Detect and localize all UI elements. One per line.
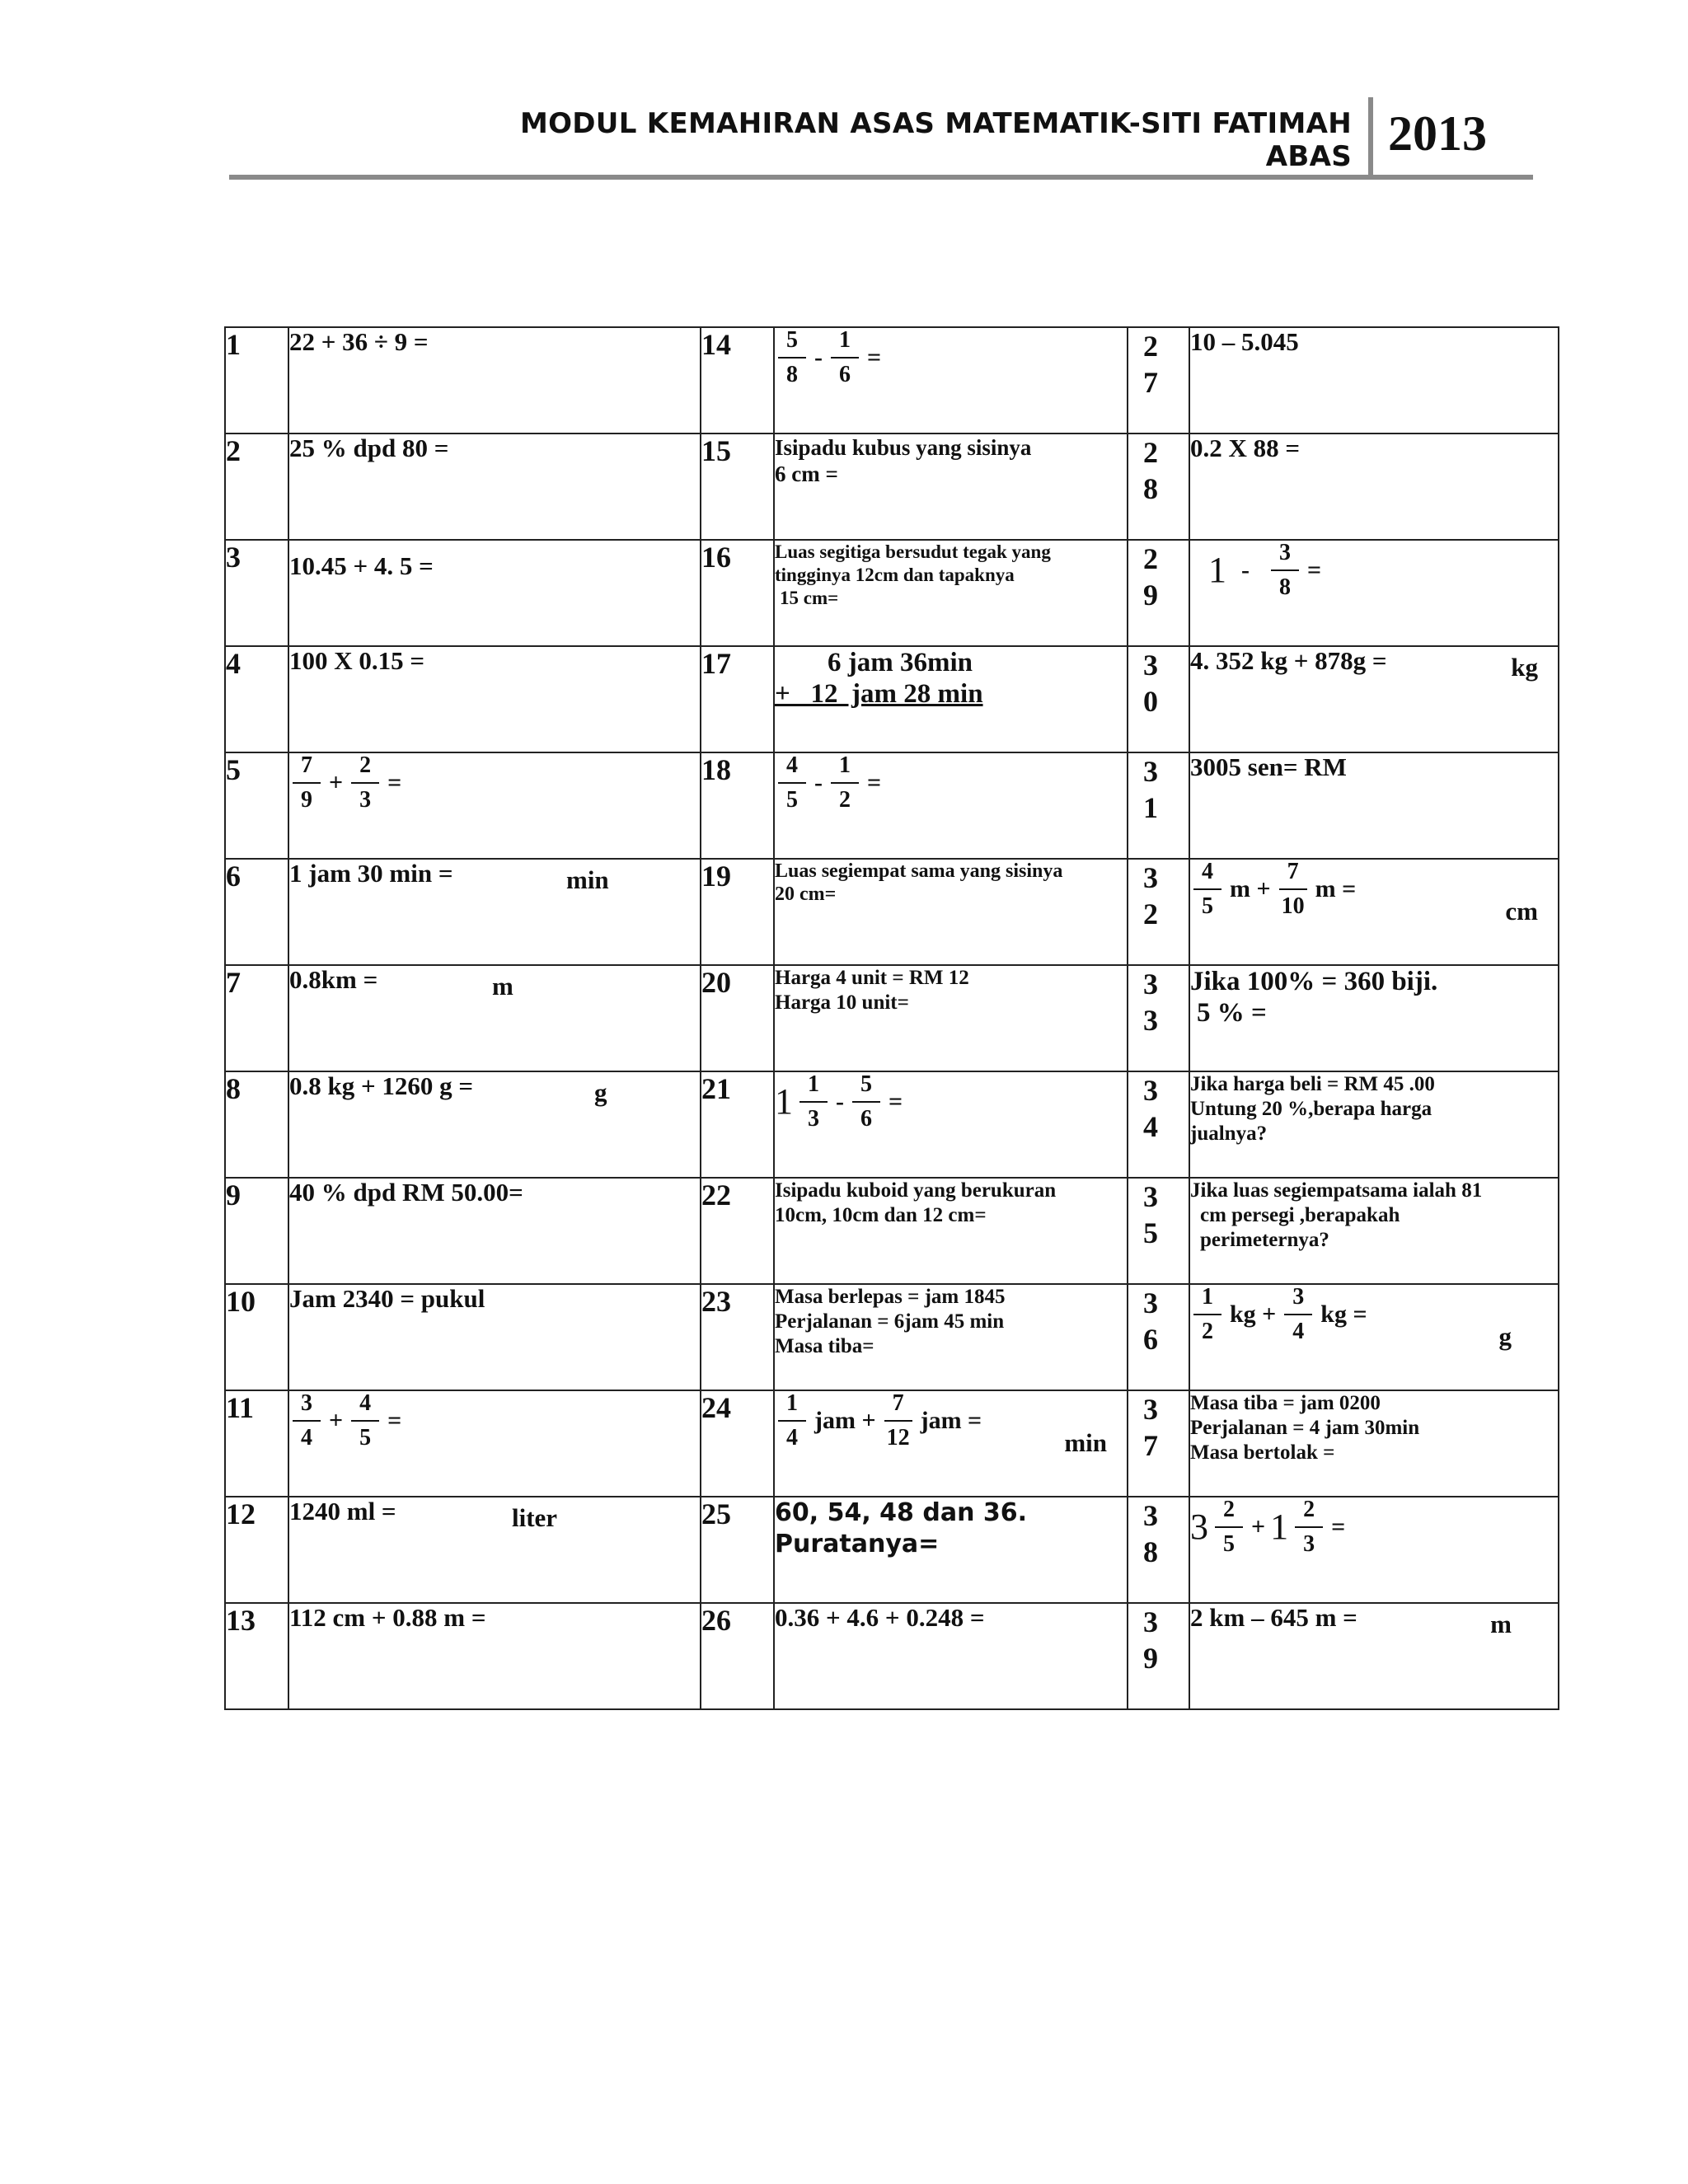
question-cell bbox=[1189, 859, 1559, 965]
table-row bbox=[225, 1071, 1559, 1178]
question-number: 7 bbox=[225, 965, 288, 1071]
question-number: 12 bbox=[225, 1497, 288, 1603]
question-text: 25 % dpd 80 = bbox=[289, 434, 449, 462]
question-text: 112 cm + 0.88 m = bbox=[289, 1603, 486, 1632]
fraction: $\frac{4}{5}$ bbox=[351, 1391, 379, 1451]
question-text: 3005 sen= RM bbox=[1190, 752, 1347, 781]
question-cell bbox=[774, 646, 1128, 752]
fraction-expression: 1 $\frac{1}{3}$ - $\frac{5}{6}$ = bbox=[775, 1071, 903, 1132]
question-line: Untung 20 %,berapa harga bbox=[1190, 1098, 1432, 1120]
question-cell bbox=[774, 540, 1128, 646]
question-number: 14 bbox=[701, 327, 774, 434]
question-number: 19 bbox=[701, 859, 774, 965]
question-text: 0.8km = bbox=[289, 965, 378, 994]
answer-unit: kg bbox=[1511, 653, 1538, 682]
question-cell bbox=[1189, 1603, 1559, 1709]
answer-unit: min bbox=[566, 865, 609, 894]
fraction-expression: $\frac{1}{2}$ kg + $\frac{3}{4}$ kg = bbox=[1190, 1285, 1558, 1344]
fraction: $\frac{2}{3}$ bbox=[351, 753, 379, 813]
question-text: 100 X 0.15 = bbox=[289, 646, 425, 675]
question-cell bbox=[774, 1284, 1128, 1390]
fraction-expression: $\frac{7}{9}$ + $\frac{2}{3}$ = bbox=[289, 753, 700, 813]
question-cell bbox=[774, 1603, 1128, 1709]
question-cell bbox=[1189, 1284, 1559, 1390]
question-line: Masa tiba = jam 0200 bbox=[1190, 1392, 1381, 1414]
question-line: 60, 54, 48 dan 36. bbox=[775, 1498, 1028, 1527]
question-number: 26 bbox=[701, 1603, 774, 1709]
question-cell bbox=[288, 1071, 701, 1178]
table-row bbox=[225, 540, 1559, 646]
question-number: 3 bbox=[225, 540, 288, 646]
fraction-expression: $\frac{4}{5}$ m + $\frac{7}{10}$ m = bbox=[1190, 860, 1558, 919]
fraction: $\frac{4}{5}$ bbox=[778, 753, 806, 813]
question-cell bbox=[774, 1071, 1128, 1178]
question-number: 6 bbox=[225, 859, 288, 965]
question-cell bbox=[1189, 1390, 1559, 1497]
question-text: 0.36 + 4.6 + 0.248 = bbox=[775, 1603, 985, 1632]
fraction: $\frac{7}{9}$ bbox=[293, 753, 321, 813]
question-text: 4. 352 kg + 878g = bbox=[1190, 646, 1387, 675]
question-number: 3 1 bbox=[1128, 752, 1189, 859]
question-cell bbox=[288, 1284, 701, 1390]
question-line: cm persegi ,berapakah bbox=[1200, 1204, 1400, 1226]
table-row bbox=[225, 1284, 1559, 1390]
answer-unit: g bbox=[594, 1078, 607, 1107]
question-cell bbox=[774, 1178, 1128, 1284]
question-number: 21 bbox=[701, 1071, 774, 1178]
question-cell bbox=[288, 752, 701, 859]
fraction-expression: $\frac{1}{4}$ jam + $\frac{7}{12}$ jam = bbox=[775, 1391, 1127, 1451]
question-text: 1240 ml = bbox=[289, 1497, 396, 1526]
question-number: 2 bbox=[225, 434, 288, 540]
question-cell bbox=[288, 1390, 701, 1497]
question-number: 3 9 bbox=[1128, 1603, 1189, 1709]
question-number: 10 bbox=[225, 1284, 288, 1390]
question-number: 1 bbox=[225, 327, 288, 434]
question-line: Jika luas segiempatsama ialah 81 bbox=[1190, 1179, 1483, 1202]
fraction: $\frac{7}{10}$ bbox=[1279, 860, 1307, 919]
question-number: 8 bbox=[225, 1071, 288, 1178]
question-number: 3 4 bbox=[1128, 1071, 1189, 1178]
question-cell bbox=[774, 327, 1128, 434]
question-text: 22 + 36 ÷ 9 = bbox=[289, 327, 429, 356]
question-number: 3 2 bbox=[1128, 859, 1189, 965]
question-number: 3 0 bbox=[1128, 646, 1189, 752]
question-number: 3 8 bbox=[1128, 1497, 1189, 1603]
question-line: 10cm, 10cm dan 12 cm= bbox=[775, 1204, 987, 1226]
question-number: 24 bbox=[701, 1390, 774, 1497]
question-line: 6 jam 36min bbox=[828, 648, 973, 677]
question-line: Masa berlepas = jam 1845 bbox=[775, 1286, 1006, 1308]
table-row bbox=[225, 1390, 1559, 1497]
question-number: 17 bbox=[701, 646, 774, 752]
table-row bbox=[225, 646, 1559, 752]
question-text: Jam 2340 = pukul bbox=[289, 1284, 485, 1313]
question-number: 4 bbox=[225, 646, 288, 752]
table-row bbox=[225, 434, 1559, 540]
question-text: 40 % dpd RM 50.00= bbox=[289, 1178, 523, 1207]
question-line: tingginya 12cm dan tapaknya bbox=[775, 565, 1015, 585]
question-number: 2 7 bbox=[1128, 327, 1189, 434]
fraction-expression: 3 $\frac{2}{5}$ + 1 $\frac{2}{3}$ = bbox=[1190, 1497, 1346, 1557]
question-cell bbox=[1189, 646, 1559, 752]
question-number: 18 bbox=[701, 752, 774, 859]
fraction-expression: $\frac{4}{5}$ - $\frac{1}{2}$ = bbox=[775, 753, 1127, 813]
question-cell bbox=[774, 434, 1128, 540]
question-line: Isipadu kubus yang sisinya bbox=[775, 435, 1032, 460]
fraction: $\frac{1}{3}$ bbox=[799, 1072, 828, 1132]
question-cell bbox=[1189, 434, 1559, 540]
question-number: 23 bbox=[701, 1284, 774, 1390]
question-number: 3 6 bbox=[1128, 1284, 1189, 1390]
answer-unit: m bbox=[492, 972, 513, 1001]
header-rule bbox=[229, 175, 1533, 180]
question-number: 9 bbox=[225, 1178, 288, 1284]
question-number: 15 bbox=[701, 434, 774, 540]
fraction: $\frac{3}{4}$ bbox=[1284, 1285, 1312, 1344]
fraction: $\frac{4}{5}$ bbox=[1193, 860, 1221, 919]
fraction: $\frac{2}{3}$ bbox=[1295, 1497, 1323, 1557]
question-number: 2 9 bbox=[1128, 540, 1189, 646]
question-number: 16 bbox=[701, 540, 774, 646]
fraction: $\frac{1}{2}$ bbox=[831, 753, 859, 813]
question-cell bbox=[288, 859, 701, 965]
question-number: 25 bbox=[701, 1497, 774, 1603]
question-text: 10.45 + 4. 5 = bbox=[289, 551, 434, 580]
table-row bbox=[225, 965, 1559, 1071]
question-line: Perjalanan = 4 jam 30min bbox=[1190, 1417, 1420, 1439]
question-number: 3 5 bbox=[1128, 1178, 1189, 1284]
fraction: $\frac{5}{6}$ bbox=[852, 1072, 880, 1132]
question-line: 6 cm = bbox=[775, 462, 838, 486]
fraction: $\frac{3}{4}$ bbox=[293, 1391, 321, 1451]
fraction-expression: $\frac{3}{4}$ + $\frac{4}{5}$ = bbox=[289, 1391, 700, 1451]
question-line: 20 cm= bbox=[775, 883, 837, 905]
answer-unit: min bbox=[1064, 1428, 1107, 1457]
answer-unit: m bbox=[1490, 1610, 1512, 1638]
question-line: Perjalanan = 6jam 45 min bbox=[775, 1310, 1005, 1333]
question-text: 2 km – 645 m = bbox=[1190, 1603, 1357, 1632]
question-line: 15 cm= bbox=[780, 588, 839, 608]
question-cell bbox=[774, 752, 1128, 859]
question-cell bbox=[1189, 1497, 1559, 1603]
fraction: $\frac{1}{4}$ bbox=[778, 1391, 806, 1451]
question-number: 22 bbox=[701, 1178, 774, 1284]
fraction: $\frac{1}{2}$ bbox=[1193, 1285, 1221, 1344]
question-number: 3 3 bbox=[1128, 965, 1189, 1071]
question-cell bbox=[774, 859, 1128, 965]
question-cell bbox=[288, 434, 701, 540]
question-number: 2 8 bbox=[1128, 434, 1189, 540]
question-cell bbox=[774, 1390, 1128, 1497]
fraction: $\frac{5}{8}$ bbox=[778, 328, 806, 387]
question-table bbox=[224, 326, 1559, 1710]
question-line: Isipadu kuboid yang berukuran bbox=[775, 1179, 1057, 1202]
fraction: $\frac{1}{6}$ bbox=[831, 328, 859, 387]
answer-unit: cm bbox=[1505, 897, 1538, 926]
question-cell bbox=[1189, 540, 1559, 646]
fraction-expression: 1 - $\frac{3}{8}$ = bbox=[1208, 540, 1322, 600]
table-row bbox=[225, 1497, 1559, 1603]
fraction-expression: $\frac{5}{8}$ - $\frac{1}{6}$ = bbox=[775, 328, 1127, 387]
question-cell bbox=[288, 1603, 701, 1709]
answer-unit: liter bbox=[512, 1503, 558, 1532]
fraction: $\frac{2}{5}$ bbox=[1215, 1497, 1243, 1557]
page-header-title: MODUL KEMAHIRAN ASAS MATEMATIK-SITI FATIMAH ABAS bbox=[519, 107, 1352, 173]
question-number: 20 bbox=[701, 965, 774, 1071]
table-row bbox=[225, 1178, 1559, 1284]
question-cell bbox=[1189, 1178, 1559, 1284]
question-line: Masa tiba= bbox=[775, 1335, 874, 1357]
question-number: 3 7 bbox=[1128, 1390, 1189, 1497]
question-cell bbox=[1189, 965, 1559, 1071]
question-text: 0.8 kg + 1260 g = bbox=[289, 1071, 474, 1100]
question-line: Luas segiempat sama yang sisinya bbox=[775, 860, 1063, 882]
question-line: Luas segitiga bersudut tegak yang bbox=[775, 541, 1051, 562]
question-line: Jika harga beli = RM 45 .00 bbox=[1190, 1073, 1435, 1095]
question-cell bbox=[288, 965, 701, 1071]
question-text: 0.2 X 88 = bbox=[1190, 434, 1301, 462]
question-cell bbox=[288, 1497, 701, 1603]
question-number: 11 bbox=[225, 1390, 288, 1497]
fraction: $\frac{7}{12}$ bbox=[884, 1391, 912, 1451]
question-line: + 12 jam 28 min bbox=[775, 679, 983, 709]
table-row bbox=[225, 859, 1559, 965]
question-cell bbox=[288, 327, 701, 434]
question-cell bbox=[774, 965, 1128, 1071]
question-line: Jika 100% = 360 biji. bbox=[1190, 967, 1438, 996]
header-divider bbox=[1368, 97, 1373, 175]
question-number: 5 bbox=[225, 752, 288, 859]
question-cell bbox=[288, 1178, 701, 1284]
question-text: 10 – 5.045 bbox=[1190, 327, 1299, 356]
table-row bbox=[225, 327, 1559, 434]
question-cell bbox=[1189, 1071, 1559, 1178]
question-text: 1 jam 30 min = bbox=[289, 859, 453, 888]
question-cell bbox=[1189, 327, 1559, 434]
question-cell bbox=[1189, 752, 1559, 859]
question-cell bbox=[288, 646, 701, 752]
question-line: Harga 10 unit= bbox=[775, 991, 909, 1014]
question-line: jualnya? bbox=[1190, 1122, 1268, 1145]
fraction: $\frac{3}{8}$ bbox=[1271, 541, 1299, 600]
question-line: Harga 4 unit = RM 12 bbox=[775, 967, 969, 989]
question-line: perimeternya? bbox=[1200, 1229, 1329, 1251]
table-row bbox=[225, 752, 1559, 859]
question-line: Puratanya= bbox=[775, 1530, 940, 1558]
page-header-year: 2013 bbox=[1388, 106, 1487, 161]
answer-unit: g bbox=[1498, 1322, 1512, 1351]
question-line: Masa bertolak = bbox=[1190, 1441, 1335, 1464]
question-line: 5 % = bbox=[1197, 998, 1267, 1028]
table-row bbox=[225, 1603, 1559, 1709]
question-cell bbox=[288, 540, 701, 646]
question-number: 13 bbox=[225, 1603, 288, 1709]
question-cell bbox=[774, 1497, 1128, 1603]
